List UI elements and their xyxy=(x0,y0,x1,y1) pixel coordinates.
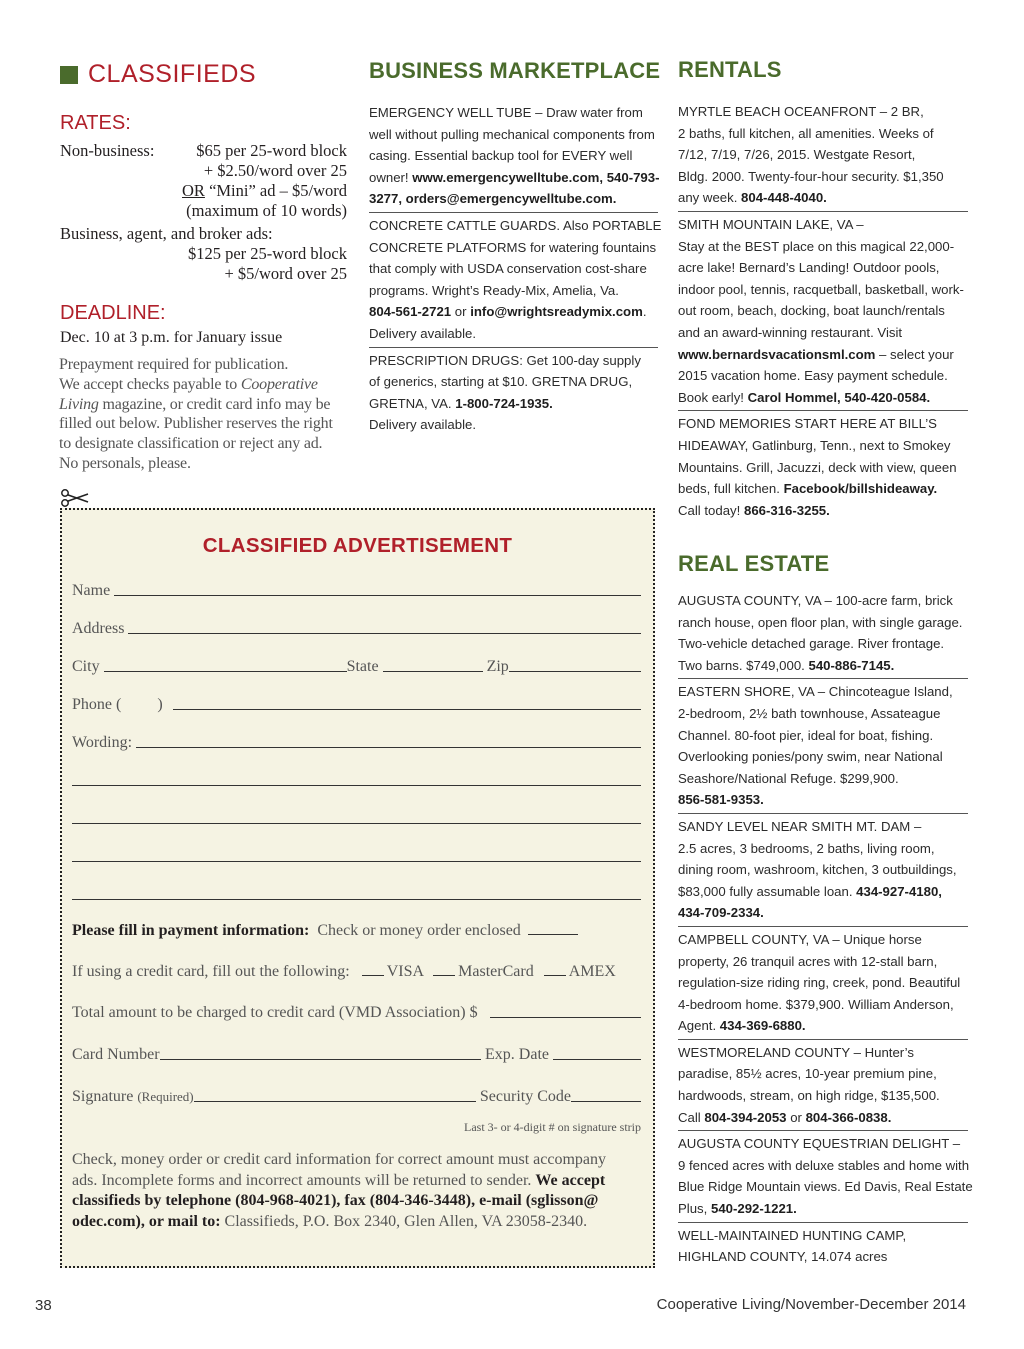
ad-text: 9 fenced acres with deluxe stables and home with xyxy=(678,1157,970,1173)
wording-line[interactable] xyxy=(72,823,641,824)
ad-contact: 866-316-3255. xyxy=(743,502,830,518)
ad-line xyxy=(678,413,968,435)
ad-text: Two-vehicle detached garage. River frontage. xyxy=(678,636,945,652)
zip-input[interactable] xyxy=(509,670,641,672)
ad-text: programs. Wright’s Ready-Mix, Amelia, Va. xyxy=(369,282,619,298)
ad-text: EASTERN SHORE, VA – xyxy=(678,684,829,700)
prepayment-notice xyxy=(59,355,349,474)
prepayment-line: Prepayment required for publication. xyxy=(59,356,289,373)
total-input[interactable] xyxy=(490,1016,641,1018)
amex-checkbox[interactable] xyxy=(544,975,566,976)
rental-ad xyxy=(678,101,968,211)
signature-required: (Required) xyxy=(137,1089,194,1104)
ad-text: WESTMORELAND COUNTY – xyxy=(678,1044,865,1060)
ad-text: 2 baths, full kitchen, all amenities. Weeks of xyxy=(678,125,934,141)
ad-text: dining room, washroom, kitchen, 3 outbuildings, xyxy=(678,862,957,878)
phone-row xyxy=(72,696,641,714)
ad-contact: 434-927-4180, xyxy=(856,883,942,899)
address-input[interactable] xyxy=(128,632,641,634)
ad-text: WELL-MAINTAINED HUNTING CAMP, xyxy=(678,1227,907,1243)
ad-line xyxy=(678,478,968,500)
card-number-label: Card Number xyxy=(72,1046,160,1063)
ad-line xyxy=(678,838,968,860)
ad-text: acre lake! Bernard’s Landing! Outdoor pools, xyxy=(678,260,940,276)
ad-text: EMERGENCY WELL TUBE – xyxy=(369,105,547,120)
rates-heading: RATES: xyxy=(60,112,131,134)
ad-line xyxy=(678,612,968,634)
ad-text: out room, beach, docking, boat launch/rentals xyxy=(678,303,945,319)
ad-contact: 3277, orders@emergencywelltube.com. xyxy=(369,191,617,207)
ad-contact: 434-369-6880. xyxy=(719,1018,806,1034)
ad-text: that comply with USDA conservation cost-share xyxy=(369,261,647,277)
ad-text: Agent. xyxy=(678,1018,720,1034)
signature-input[interactable] xyxy=(194,1100,476,1102)
ad-text: CONCRETE PLATFORMS for watering fountains xyxy=(369,239,657,255)
ad-line xyxy=(678,881,968,903)
credit-card-row xyxy=(72,963,641,981)
ad-contact: 804-366-0838. xyxy=(805,1109,892,1125)
footer-line: ads. Incomplete forms and incorrect amounts will be returned to sender. xyxy=(72,1171,536,1189)
city-row xyxy=(72,658,641,676)
ad-line xyxy=(678,300,968,322)
ad-line xyxy=(369,301,658,323)
exp-date-label: Exp. Date xyxy=(485,1046,549,1063)
state-input[interactable] xyxy=(383,670,483,672)
ad-text: – select your xyxy=(875,346,954,362)
ad-line xyxy=(369,350,658,372)
ad-text: Call today! xyxy=(678,502,744,518)
ad-line xyxy=(678,655,968,677)
ad-line xyxy=(678,902,968,924)
classifieds-square-icon xyxy=(60,66,78,84)
rentals-heading: RENTALS xyxy=(678,57,782,82)
ad-contact: 804-561-2721 xyxy=(369,304,452,320)
ad-line xyxy=(369,167,658,189)
classified-ad-form xyxy=(60,508,655,1268)
ad-text: Gatlinburg, Tenn., next to Smokey xyxy=(752,437,951,453)
ad-text: HIGHLAND COUNTY, xyxy=(678,1249,812,1265)
nonbusiness-extra: + $2.50/word over 25 xyxy=(203,161,347,180)
ad-text: Channel. 80-foot pier, ideal for boat, fishing. xyxy=(678,727,934,743)
ad-line xyxy=(369,188,658,210)
ad-text: $83,000 fully assumable loan. xyxy=(678,883,857,899)
footer-bold: We accept xyxy=(535,1171,606,1189)
prepayment-line: to designate classification or reject any ad. xyxy=(59,435,323,453)
ad-text: AUGUSTA COUNTY EQUESTRIAN DELIGHT – xyxy=(678,1136,961,1152)
or-label: OR xyxy=(182,181,205,200)
deadline-heading: DEADLINE: xyxy=(60,302,166,324)
real-estate-ad xyxy=(678,926,968,1039)
ad-text: or xyxy=(451,304,471,320)
ad-line xyxy=(678,279,968,301)
ad-line xyxy=(678,365,968,387)
ad-contact: 804-448-4040. xyxy=(741,190,827,206)
mini-ad-rate: “Mini” ad – $5/word xyxy=(209,181,347,200)
state-label: State xyxy=(346,658,379,675)
business-marketplace-ad xyxy=(369,102,658,212)
ad-text: FOND MEMORIES START HERE AT BILL’S xyxy=(678,416,937,432)
classifieds-heading: CLASSIFIEDS xyxy=(88,60,257,88)
real-estate-ads xyxy=(678,590,973,1270)
business-marketplace-ads xyxy=(369,102,662,438)
ad-line xyxy=(678,1107,968,1129)
ad-line xyxy=(678,633,968,655)
ad-line xyxy=(678,746,968,768)
visa-checkbox[interactable] xyxy=(362,975,384,976)
ad-line xyxy=(369,145,658,167)
ad-text: well without pulling mechanical components from xyxy=(369,126,655,142)
ad-line xyxy=(678,457,968,479)
total-label: Total amount to be charged to credit card (VMD Association) $ xyxy=(72,1004,478,1021)
ad-line xyxy=(369,258,658,280)
name-input[interactable] xyxy=(114,594,641,596)
business-rate: $125 per 25-word block xyxy=(187,244,347,263)
card-number-row xyxy=(72,1046,641,1064)
ad-contact: 434-709-2334. xyxy=(678,905,764,921)
ad-contact: Facebook/billshideaway. xyxy=(783,481,938,497)
real-estate-heading: REAL ESTATE xyxy=(678,551,830,576)
ad-text: Book early! xyxy=(678,389,748,405)
ad-line xyxy=(678,236,968,258)
ad-text: Mountains. Grill, Jacuzzi, deck with view, queen xyxy=(678,459,957,475)
prepayment-line: magazine, or credit card info may be xyxy=(98,395,331,413)
ad-line xyxy=(678,768,968,790)
ad-text: 2 BR, xyxy=(890,104,924,119)
business-marketplace-ad xyxy=(369,347,658,438)
rates-block xyxy=(60,141,347,284)
address-label: Address xyxy=(72,620,125,637)
prepayment-line: No personals, please. xyxy=(59,454,191,472)
ad-text: beds, full kitchen. xyxy=(678,481,784,497)
real-estate-ad xyxy=(678,1222,968,1270)
ad-text: Bldg. 2000. Twenty-four-hour security. $1,350 xyxy=(678,168,944,184)
ad-contact: www.bernardsvacationsml.com xyxy=(678,346,876,362)
ad-line xyxy=(678,101,968,123)
payment-check-label: Check or money order enclosed xyxy=(317,922,521,939)
ad-text: hardwoods, stream, on high ridge, $135,500. xyxy=(678,1088,940,1104)
wording-line[interactable] xyxy=(72,785,641,786)
real-estate-ad xyxy=(678,1039,968,1130)
real-estate-ad xyxy=(678,678,968,813)
wording-label: Wording: xyxy=(72,734,133,751)
ad-text: SANDY LEVEL NEAR SMITH MT. DAM – xyxy=(678,818,922,834)
ad-text: 2-bedroom, 2½ bath townhouse, Assateague xyxy=(678,705,941,721)
payment-row xyxy=(72,922,581,940)
card-number-input[interactable] xyxy=(160,1058,481,1060)
ad-line xyxy=(678,951,968,973)
ad-text: Seashore/National Refuge. $299,900. xyxy=(678,770,899,786)
ad-contact: 856-581-9353. xyxy=(678,792,764,808)
phone-label: Phone ( xyxy=(72,696,122,713)
ad-contact: 1-800-724-1935. xyxy=(455,395,553,411)
ad-text: 2.5 acres, 3 bedrooms, 2 baths, living room, xyxy=(678,840,935,856)
ad-text: Hunter’s xyxy=(864,1044,914,1060)
security-note: Last 3- or 4-digit # on signature strip xyxy=(464,1120,641,1134)
ad-line xyxy=(678,590,968,612)
rental-ad xyxy=(678,410,968,523)
ad-line xyxy=(678,187,968,209)
ad-line xyxy=(369,215,662,237)
ad-text: of generics, starting at $10. GRETNA DRUG, xyxy=(369,374,633,390)
ad-line xyxy=(678,1155,968,1177)
ad-text: casing. Essential backup tool for EVERY well xyxy=(369,148,633,164)
ad-text: . xyxy=(642,304,647,320)
ad-text: PRESCRIPTION DRUGS: xyxy=(369,352,527,368)
magazine-name: Living xyxy=(59,395,99,413)
mini-ad-max: (maximum of 10 words) xyxy=(186,201,347,220)
ad-text: 4-bedroom home. $379,900. William Anderson, xyxy=(678,996,954,1012)
name-row xyxy=(72,582,641,600)
ad-text: Stay at the BEST place on this magical 22,000- xyxy=(678,238,955,254)
magazine-name: Cooperative xyxy=(240,375,318,393)
ad-text: SMITH MOUNTAIN LAKE, VA – xyxy=(678,216,864,232)
ad-line xyxy=(678,1225,968,1247)
ad-line xyxy=(678,1133,968,1155)
phone-close: ) xyxy=(157,696,163,713)
ad-text: Delivery available. xyxy=(369,325,477,341)
ad-line xyxy=(678,703,968,725)
name-label: Name xyxy=(72,582,111,599)
signature-label: Signature xyxy=(72,1088,134,1105)
ad-line xyxy=(678,859,968,881)
ad-text: Chincoteague Island, xyxy=(828,684,953,700)
ad-text: owner! xyxy=(369,169,413,185)
mastercard-label: MasterCard xyxy=(458,963,534,980)
ad-text: any week. xyxy=(678,190,742,206)
ad-contact: 804-394-2053 xyxy=(704,1109,787,1125)
ad-contact: 540-292-1221. xyxy=(710,1201,797,1217)
city-label: City xyxy=(72,658,100,675)
scissors-icon xyxy=(60,488,90,508)
amex-label: AMEX xyxy=(568,963,616,980)
ad-text: AUGUSTA COUNTY, VA – xyxy=(678,593,836,608)
ad-text: HIDEAWAY, xyxy=(678,437,753,453)
ad-text: and an award-winning restaurant. Visit xyxy=(678,324,903,340)
ad-text: Overlooking ponies/pony swim, near National xyxy=(678,749,943,765)
ad-text: regulation-size riding ring, creek, pond. Beautiful xyxy=(678,975,961,991)
ad-line xyxy=(678,1198,968,1220)
ad-text: CONCRETE CATTLE GUARDS. xyxy=(369,217,563,233)
ad-text: Call xyxy=(678,1109,705,1125)
business-label: Business, agent, and broker ads: xyxy=(60,224,273,243)
form-heading: CLASSIFIED ADVERTISEMENT xyxy=(202,534,513,557)
ad-line xyxy=(369,371,658,393)
ad-text: paradise, 85½ acres, 10-year premium pine, xyxy=(678,1066,937,1082)
ad-contact: www.emergencywelltube.com, 540-793- xyxy=(412,169,660,185)
ad-text: Unique horse xyxy=(843,931,922,947)
ad-line xyxy=(678,1246,968,1268)
rentals-ads xyxy=(678,101,968,523)
ad-line xyxy=(678,725,968,747)
wording-line[interactable] xyxy=(72,899,641,900)
ad-text: Delivery available. xyxy=(369,417,477,433)
prepayment-line: We accept checks payable to xyxy=(59,375,241,393)
ad-text: MYRTLE BEACH OCEANFRONT – xyxy=(678,104,891,119)
nonbusiness-rate: $65 per 25-word block xyxy=(196,141,347,160)
publication-footer: Cooperative Living/November-December 2014 xyxy=(656,1296,966,1313)
ad-line xyxy=(678,214,968,236)
ad-text: Two barns. $749,000. xyxy=(678,657,809,673)
total-row xyxy=(72,1004,641,1022)
ad-line xyxy=(369,124,658,146)
security-code-label: Security Code xyxy=(479,1088,571,1105)
ad-line xyxy=(678,789,968,811)
ad-text: 7/12, 7/19, 7/26, 2015. Westgate Resort, xyxy=(678,147,916,163)
payment-label: Please fill in payment information: xyxy=(72,922,310,939)
address-row xyxy=(72,620,641,638)
credit-intro: If using a credit card, fill out the following: xyxy=(72,963,350,980)
ad-line xyxy=(678,1176,973,1198)
ad-text: Plus, xyxy=(678,1201,711,1217)
ad-line xyxy=(369,102,658,124)
ad-text: 14.074 acres xyxy=(811,1249,888,1265)
ad-line xyxy=(678,994,968,1016)
ad-contact: info@wrightsreadymix.com xyxy=(470,304,643,320)
ad-line xyxy=(369,393,658,415)
footer-line: Check, money order or credit card information for correct amount must accompany xyxy=(72,1151,607,1168)
ad-line xyxy=(678,166,968,188)
wording-row xyxy=(72,734,641,752)
ad-line xyxy=(678,123,968,145)
ad-text: Blue Ridge Mountain views. Ed Davis, Real Estate xyxy=(678,1179,973,1195)
ad-text: Draw water from xyxy=(546,105,643,120)
ad-line xyxy=(678,1085,968,1107)
ad-line xyxy=(678,1063,968,1085)
ad-line xyxy=(678,1042,968,1064)
business-extra: + $5/word over 25 xyxy=(224,264,347,283)
ad-text: 100-acre farm, brick xyxy=(835,593,953,608)
real-estate-ad xyxy=(678,813,968,926)
prepayment-line: filled out below. Publisher reserves the right xyxy=(59,415,333,433)
ad-line xyxy=(678,816,968,838)
ad-line xyxy=(678,344,968,366)
deadline-text: Dec. 10 at 3 p.m. for January issue xyxy=(60,329,283,346)
ad-text: Get 100-day supply xyxy=(526,352,641,368)
ad-text: GRETNA, VA. xyxy=(369,395,456,411)
ad-line xyxy=(678,1015,968,1037)
ad-line xyxy=(678,435,968,457)
ad-line xyxy=(678,387,968,409)
real-estate-ad xyxy=(678,590,968,678)
ad-text: or xyxy=(786,1109,806,1125)
ad-line xyxy=(678,500,968,522)
ad-line xyxy=(369,280,658,302)
ad-line xyxy=(678,972,968,994)
real-estate-ad xyxy=(678,1130,973,1221)
phone-input[interactable] xyxy=(173,708,641,710)
nonbusiness-label: Non-business: xyxy=(60,141,155,160)
ad-line xyxy=(678,681,968,703)
page-number: 38 xyxy=(35,1297,52,1314)
wording-input[interactable] xyxy=(136,746,641,748)
ad-line xyxy=(369,414,658,436)
ad-text: CAMPBELL COUNTY, VA – xyxy=(678,931,844,947)
form-footer xyxy=(72,1150,643,1232)
zip-label: Zip xyxy=(486,658,509,675)
ad-line xyxy=(678,929,968,951)
ad-line xyxy=(678,257,968,279)
business-marketplace-ad xyxy=(369,212,662,347)
ad-text: indoor pool, tennis, racquetball, basketball, work- xyxy=(678,281,964,297)
ad-text: ranch house, open floor plan, with single garage. xyxy=(678,614,963,630)
wording-line[interactable] xyxy=(72,861,641,862)
visa-label: VISA xyxy=(386,963,424,980)
business-marketplace-heading: BUSINESS MARKETPLACE xyxy=(369,58,661,83)
ad-contact: Carol Hommel, 540-420-0584. xyxy=(747,389,931,405)
payment-check-blank[interactable] xyxy=(528,934,578,935)
ad-contact: 540-886-7145. xyxy=(808,657,895,673)
ad-text: 2015 vacation home. Easy payment schedule. xyxy=(678,368,948,384)
ad-text: property, 26 tranquil acres with 12-stall barn, xyxy=(678,953,938,969)
footer-address: Classifieds, P.O. Box 2340, Glen Allen, VA 23058-2340. xyxy=(224,1212,588,1230)
ad-line xyxy=(369,323,658,345)
ad-text: Also PORTABLE xyxy=(562,217,662,233)
ad-line xyxy=(678,322,968,344)
ad-line xyxy=(678,144,968,166)
ad-line xyxy=(369,237,658,259)
city-input[interactable] xyxy=(104,670,347,672)
mastercard-checkbox[interactable] xyxy=(433,975,455,976)
footer-contact: odec.com), or mail to: xyxy=(72,1212,225,1230)
rental-ad xyxy=(678,211,968,410)
security-code-input[interactable] xyxy=(571,1100,641,1102)
exp-date-input[interactable] xyxy=(553,1058,641,1060)
signature-row xyxy=(72,1088,641,1106)
footer-contact: classifieds by telephone (804-968-4021), fax (804-346-3448), e-mail (sglisson@ xyxy=(72,1192,599,1209)
